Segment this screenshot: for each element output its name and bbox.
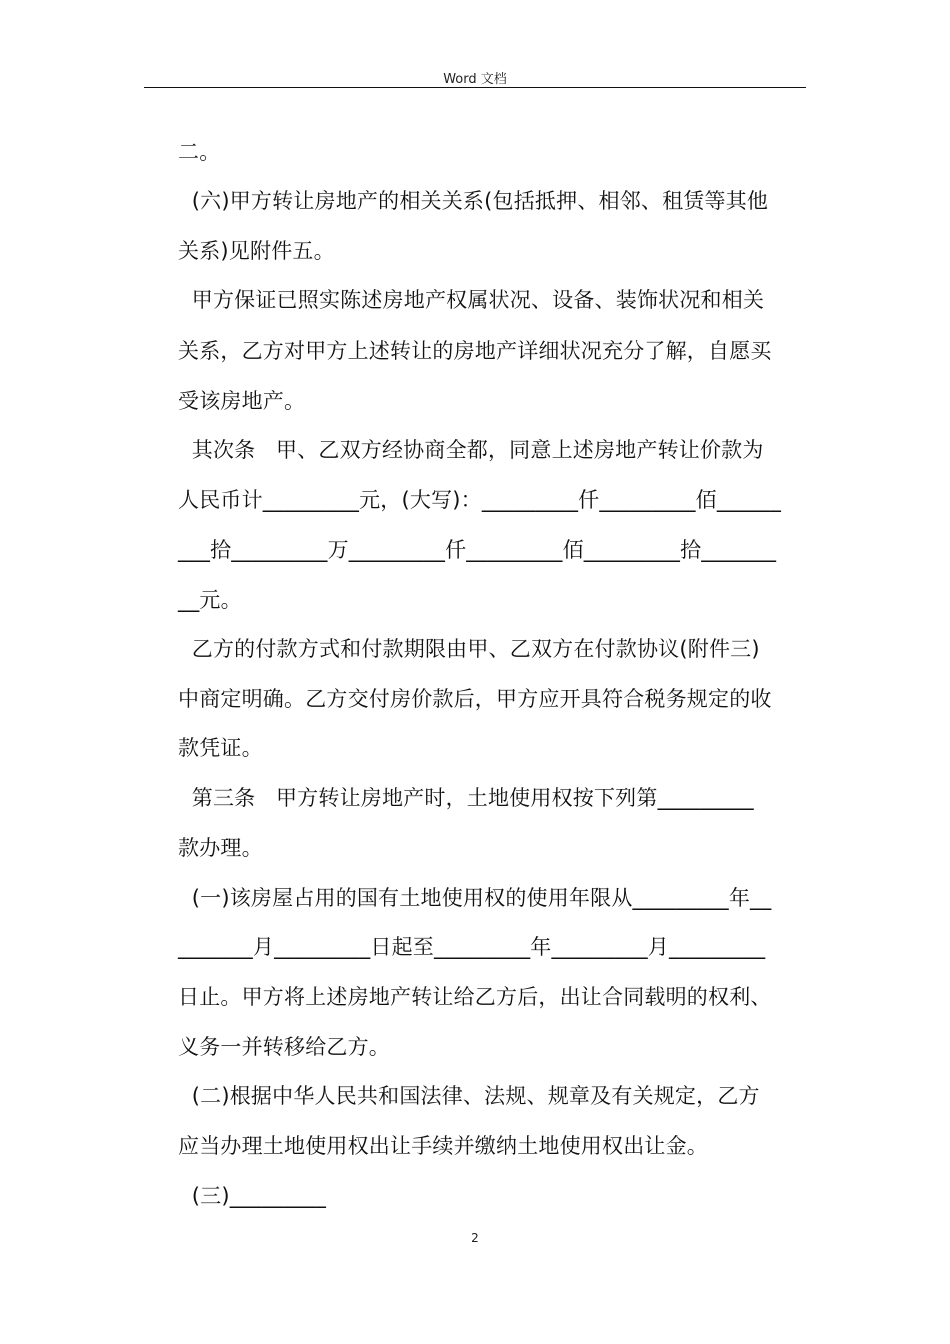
page-header: Word 文档 — [443, 72, 507, 87]
page-number: 2 — [471, 1231, 479, 1245]
body-line: _______月_________日起至_________年_________月_________ — [178, 935, 766, 959]
body-line: 乙方的付款方式和付款期限由甲、乙双方在付款协议(附件三) — [178, 637, 760, 661]
body-line: 关系，乙方对甲方上述转让的房地产详细状况充分了解，自愿买 — [178, 339, 772, 363]
body-line: ___拾_________万_________仟_________佰_________拾_______ — [178, 538, 777, 562]
body-line: (三)_________ — [178, 1184, 327, 1208]
body-line: 第三条 甲方转让房地产时，土地使用权按下列第_________ — [178, 786, 754, 810]
body-line: 义务一并转移给乙方。 — [178, 1035, 390, 1059]
body-line: 款凭证。 — [178, 736, 263, 760]
body-line: 关系)见附件五。 — [178, 239, 335, 263]
body-line: 应当办理土地使用权出让手续并缴纳土地使用权出让金。 — [178, 1134, 708, 1158]
body-line: (二)根据中华人民共和国法律、法规、规章及有关规定，乙方 — [178, 1084, 760, 1108]
body-line: 甲方保证已照实陈述房地产权属状况、设备、装饰状况和相关 — [178, 288, 765, 312]
body-line: 日止。甲方将上述房地产转让给乙方后，出让合同载明的权利、 — [178, 985, 772, 1009]
body-line: 中商定明确。乙方交付房价款后，甲方应开具符合税务规定的收 — [178, 687, 772, 711]
body-line: (一)该房屋占用的国有土地使用权的使用年限从_________年__ — [178, 886, 772, 910]
body-line: 二。 — [178, 140, 221, 164]
body-line: 款办理。 — [178, 836, 263, 860]
body-line: 人民币计_________元，(大写)：_________仟_________佰______ — [178, 488, 782, 512]
body-line: 其次条 甲、乙双方经协商全都，同意上述房地产转让价款为 — [178, 438, 764, 462]
body-line: __元。 — [178, 588, 242, 612]
body-line: (六)甲方转让房地产的相关关系(包括抵押、相邻、租赁等其他 — [178, 189, 769, 213]
header-divider — [144, 87, 806, 88]
body-line: 受该房地产。 — [178, 389, 306, 413]
